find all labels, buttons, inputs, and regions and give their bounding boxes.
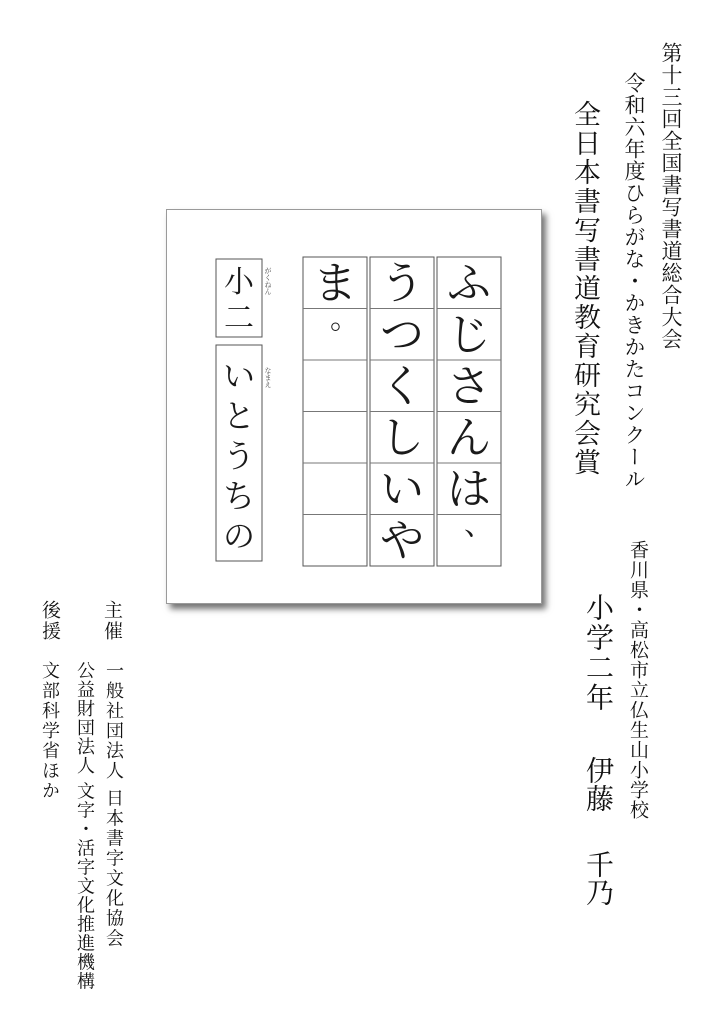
name-ruby: なまえ <box>264 367 272 388</box>
student-given-name: 千乃 <box>582 850 615 906</box>
handwritten-char: さ <box>447 360 491 412</box>
school-name: 香川県・高松市立仏生山小学校 <box>627 540 649 820</box>
handwritten-char: ま <box>313 257 357 309</box>
handwritten-char: い <box>380 463 424 515</box>
host-organization-2: 公益財団法人 文字・活字文化推進機構 <box>74 661 95 991</box>
grade-char: 二 <box>224 301 254 336</box>
handwritten-char: く <box>380 360 424 412</box>
handwritten-char: や <box>380 515 424 567</box>
handwritten-char: う <box>380 257 424 309</box>
host-organization-1: 一般社団法人 日本書字文化協会 <box>103 661 124 949</box>
award-name: 全日本書写書道教育研究会賞 <box>569 100 600 477</box>
support-label: 後援 <box>39 600 61 642</box>
handwritten-char: は <box>447 463 491 515</box>
name-char: い <box>222 357 256 395</box>
name-char: う <box>222 437 256 475</box>
support-organization: 文部科学省ほか <box>39 661 60 801</box>
contest-title: 第十三回全国書写書道総合大会 <box>659 42 683 350</box>
calligraphy-artwork <box>166 209 542 604</box>
name-char: ち <box>222 477 256 515</box>
name-char: の <box>222 517 256 555</box>
grade-ruby: がくねん <box>264 267 272 295</box>
student-family-name: 伊藤 <box>582 756 615 812</box>
handwritten-char: 。 <box>330 301 360 337</box>
handwritten-char: ふ <box>447 257 491 309</box>
student-grade: 小学二年 <box>582 593 615 713</box>
handwritten-char: じ <box>447 309 491 361</box>
handwritten-char: し <box>380 412 424 464</box>
handwritten-char: 、 <box>464 507 494 543</box>
host-label: 主催 <box>101 600 123 642</box>
handwritten-char: ん <box>447 412 491 464</box>
student-name <box>582 756 615 906</box>
grade-char: 小 <box>224 265 254 300</box>
name-char: と <box>222 397 256 435</box>
handwritten-char: つ <box>380 309 424 361</box>
contest-subtitle: 令和六年度ひらがな・かきかたコンクール <box>622 72 646 490</box>
handwriting-sheet <box>167 210 541 603</box>
